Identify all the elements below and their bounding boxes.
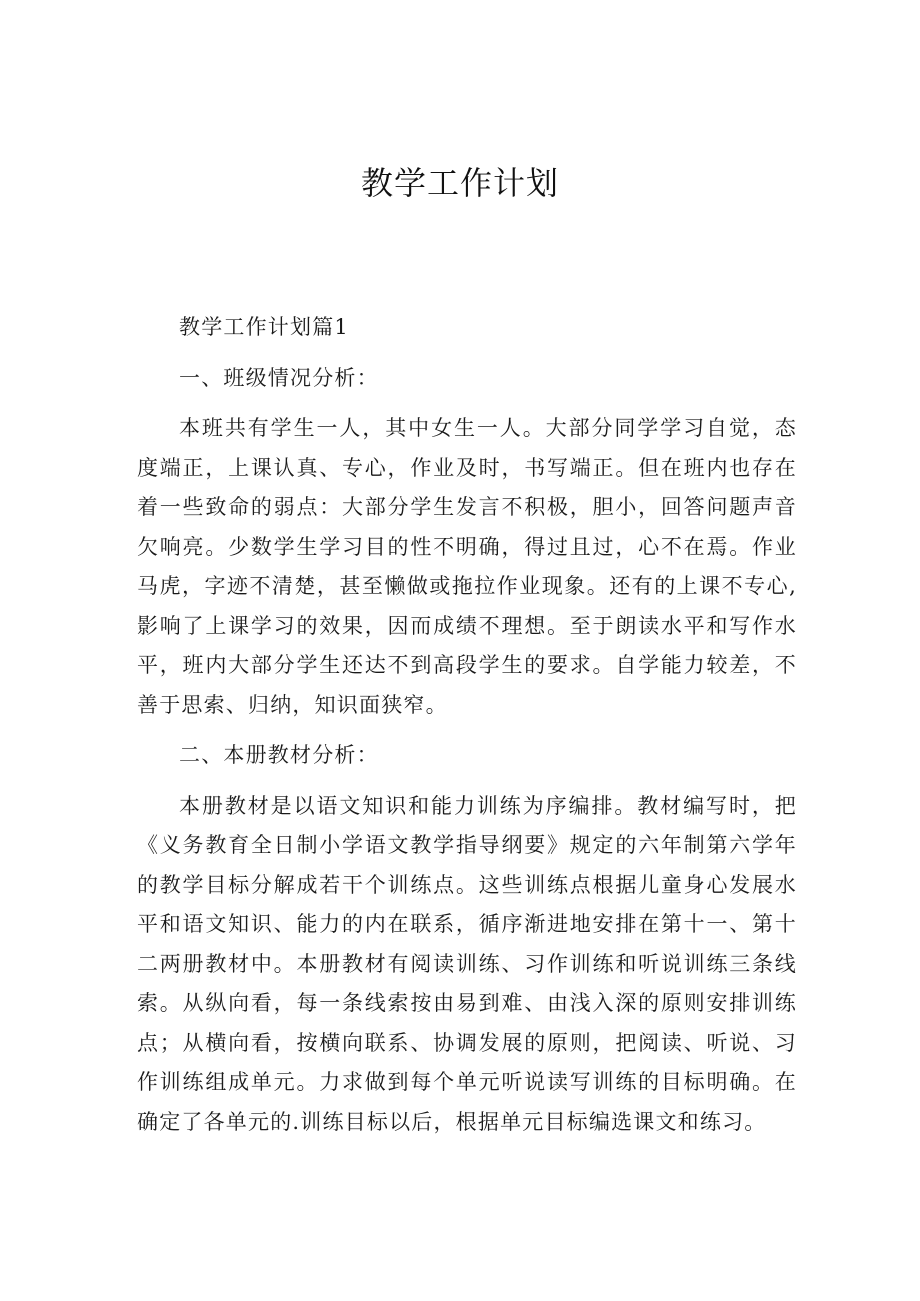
document-body [137,308,797,1153]
heading-class-analysis: 一、班级情况分析： [179,365,379,390]
paragraph-class-analysis: 本班共有学生一人，其中女生一人。大部分同学学习自觉，态度端正，上课认真、专心，作业及时，书写端正。但在班内也存在着一些致命的弱点：大部分学生发言不积极，胆小，回答问题声音欠响亮。少数学生学习目的性不明确，得过且过，心不在焉。作业马虎，字迹不清楚，甚至懒做或拖拉作业现象。还有的上课不专心,影响了上课学习的效果，因而成绩不理想。至于朗读水平和写作水平，班内大部分学生还达不到高段学生的要求。自学能力较差，不善于思索、归纳，知识面狭窄。 [137,416,797,717]
paragraph-textbook-analysis: 本册教材是以语文知识和能力训练为序编排。教材编写时，把《义务教育全日制小学语文教学指导纲要》规定的六年制第六学年的教学目标分解成若干个训练点。这些训练点根据儿童身心发展水平和语文知识、能力的内在联系，循序渐进地安排在第十一、第十二两册教材中。本册教材有阅读训练、习作训练和听说训练三条线索。从纵向看，每一条线索按由易到难、由浅入深的原则安排训练点；从横向看，按横向联系、协调发展的原则，把阅读、听说、习作训练组成单元。力求做到每个单元听说读写训练的目标明确。在确定了各单元的.训练目标以后，根据单元目标编选课文和练习。 [137,793,797,1134]
section-title: 教学工作计划篇1 [179,315,349,339]
heading-textbook-analysis: 二、本册教材分析： [179,743,379,767]
document-title: 教学工作计划 [360,164,559,202]
